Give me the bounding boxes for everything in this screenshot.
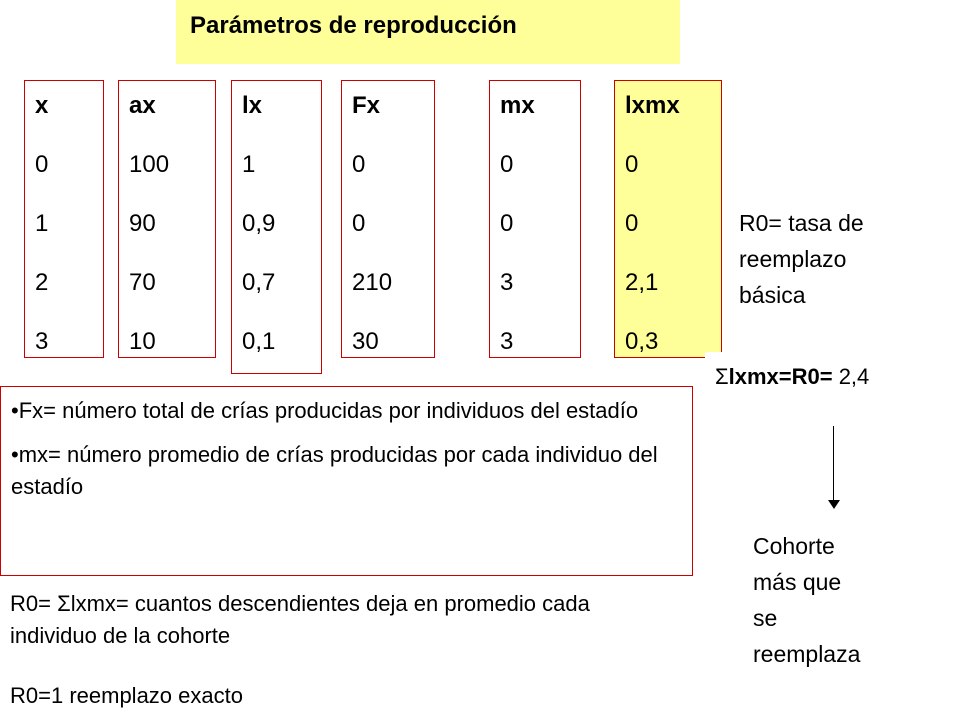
column-value: 0 <box>625 210 639 237</box>
column-value: 10 <box>129 328 156 355</box>
column-value: 0,9 <box>242 210 276 237</box>
r0-exact-note: R0=1 reemplazo exacto <box>10 683 243 708</box>
sum-value: 2,4 <box>832 364 870 389</box>
column-value: 100 <box>129 151 170 178</box>
slide-title: Parámetros de reproducción <box>176 0 680 64</box>
cohort-note-line: Cohorte <box>753 533 835 559</box>
column-value: 3 <box>500 269 514 296</box>
column-value: 30 <box>352 328 379 355</box>
column-value: 0 <box>500 210 514 237</box>
fx-definition: •Fx= número total de crías producidas por individuos del estadío <box>11 398 639 423</box>
sigma-symbol: Σ <box>57 591 71 616</box>
column-header: ax <box>129 92 156 119</box>
column-value: 0 <box>352 210 366 237</box>
sigma-symbol: Σ <box>715 364 729 389</box>
column-value: 0 <box>500 151 514 178</box>
lxmx-sum <box>705 352 960 404</box>
column-mx <box>489 80 581 358</box>
column-value: 70 <box>129 269 156 296</box>
column-value: 0,3 <box>625 328 659 355</box>
cohort-note-line: se <box>753 605 778 631</box>
column-header: lx <box>242 92 263 119</box>
column-header: mx <box>500 92 535 119</box>
column-x <box>24 80 104 358</box>
column-value: 0,7 <box>242 269 276 296</box>
column-lxmx <box>614 80 722 358</box>
cohort-note-line: más que <box>753 569 842 595</box>
column-value: 0 <box>625 151 639 178</box>
column-value: 210 <box>352 269 393 296</box>
definitions-box <box>0 386 693 576</box>
column-value: 2,1 <box>625 269 659 296</box>
column-header: lxmx <box>625 92 680 119</box>
column-header: x <box>35 92 49 119</box>
column-value: 3 <box>500 328 514 355</box>
r0-note-line: R0= tasa de <box>739 210 864 236</box>
column-ax <box>118 80 216 358</box>
mx-definition: •mx= número promedio de crías producidas por cada individuo del estadío <box>11 442 658 499</box>
r0-prefix: R0= <box>10 591 58 616</box>
r0-note-line: reemplazo <box>739 246 847 272</box>
down-arrow-icon <box>828 500 840 509</box>
r0-definition-note <box>739 205 864 313</box>
column-value: 1 <box>35 210 49 237</box>
r0-explanation <box>10 588 660 652</box>
column-fx <box>341 80 435 358</box>
column-value: 0,1 <box>242 328 276 355</box>
column-value: 3 <box>35 328 49 355</box>
column-value: 2 <box>35 269 49 296</box>
sum-label: lxmx=R0= <box>728 364 833 389</box>
cohort-note-line: reemplaza <box>753 641 861 667</box>
r0-note-line: básica <box>739 282 806 308</box>
column-header: Fx <box>352 92 381 119</box>
column-value: 1 <box>242 151 256 178</box>
column-value: 90 <box>129 210 156 237</box>
r0-explanation-text: lxmx= cuantos descendientes deja en promedio cada individuo de la cohorte <box>10 591 590 648</box>
column-value: 0 <box>35 151 49 178</box>
column-value: 0 <box>352 151 366 178</box>
column-lx <box>231 80 322 374</box>
down-arrow-shaft <box>833 426 834 502</box>
cohort-note <box>753 528 860 672</box>
